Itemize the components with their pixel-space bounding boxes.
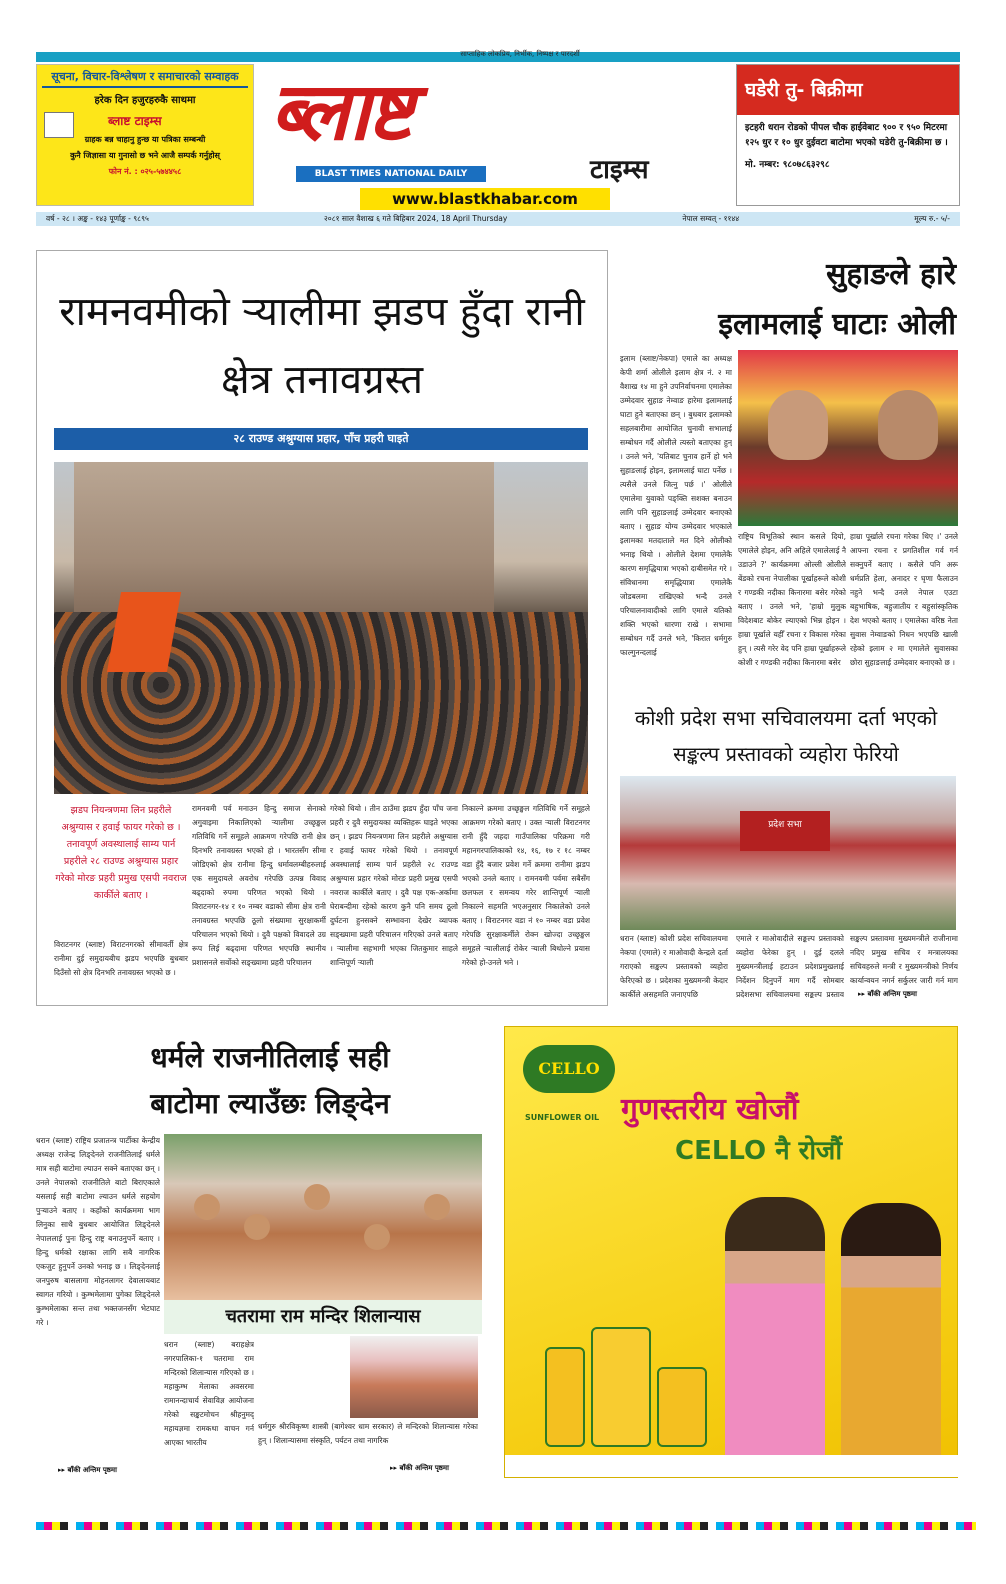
ram-mandir-photo bbox=[164, 1134, 482, 1300]
issue-date: २०८१ साल वैशाख ६ गते बिहिबार 2024, 18 April Thursday bbox=[323, 214, 508, 223]
assembly-sign: प्रदेश सभा bbox=[740, 811, 830, 851]
oli-headline-1[interactable]: सुहाङले हारे bbox=[826, 257, 956, 292]
lingden-headline-2[interactable]: बाटोमा ल्याउँछः लिङ्देन bbox=[150, 1087, 390, 1120]
masthead-logo-times: टाइम्स bbox=[590, 155, 649, 185]
masthead-url[interactable]: www.blastkhabar.com bbox=[360, 188, 610, 210]
lead-col-3: गरेको थियो । तीन ठाउँमा झडप हुँदा पाँच जना प्रहरी र दुवै समुदायका व्यक्तिहरू घाइते भएका छन् । झडप नियन्त्रणमा लिन प्रहरीले अश्रुग्यास र हवाई फायर गरेको थियो । तनावपूर्ण अवस्थालाई साम्य पार्न प्रहरीले २८ राउण्ड अश्रुग्यास प्रहार गरेको मोरङ प्रहरी प्रमुख एसपी नवराज कार्कीले बताए । दुवै पक्ष एक-अर्कामा घेराबन्दीमा रहेको कारण कुनै पनि समय ठूलो दुर्घटना हुनसक्ने सम्भावना देखेर व्यापक सङ्ख्यामा प्रहरी परिचालन गरिएको उनले बताए । र्‍यालीमा सहभागी भएका जितकुमार साहले शान्तिपूर्ण र्‍याली bbox=[330, 804, 458, 967]
mandir-more-link[interactable]: ▸▸ बाँकी अन्तिम पृष्ठमा bbox=[390, 1464, 449, 1472]
volume-info: वर्ष - २८ । अङ्क - १४३ पूर्णाङ्क - ९८९५ bbox=[46, 214, 149, 223]
oli-col-3: हाम्रा पूर्खाले रचना गरेका थिए ।' उनले आफ्ना रचना र प्रगतिशील गर्व गर्न सक्नुपर्ने बताए । कसैले पनि अरू धर्मप्रति हेला, अनादर र घृणा फैलाउन नहुने भन्दै उनले नेपाल एउटा बहुभाषिक, बहुजातीय र बहुसांस्कृतिक देश भएको बताए । एमालेका वरिष्ठ नेता सुवास नेम्वाङको निधन भएपछि खाली रहेको इलाम २ मा एमालेले सुवासका छोरा सुहाङलाई उम्मेदवार बनाएको छ । bbox=[850, 532, 958, 667]
land-ad-body: इटहरी धरान रोडको पीपल चौक हाईवेबाट ९०० र ९५० मिटरमा १२५ धुर र १० धुर दुईवटा बाटोमा भएको घडेरी तु-बिक्रीमा छ । bbox=[745, 123, 948, 148]
oli-col-2: राष्ट्रिय विभूतिको स्थान कसले दियो, एमालेले होइन, अनि अहिले एमालेलाई नै उडाउने ?' कार्यक्रममा ओल्ली ओलीले बेंडको रचना नेपालीका पूर्खाहरूले कोशी र गण्डकी नदीका किनारमा बसेर गरेको बताए । उनले भने, 'हाम्रो मुलुक विदेशबाट बोकेर ल्याएको भिन्न होइन । हाम्रा पूर्खाले यहीँ रचना र विकास गरेका हुन् । त्यसै गरेर वेद पनि हाम्रा पूर्खाहरूले कोशी र गण्डकी नदीका किनारमा बसेर bbox=[738, 532, 846, 667]
assembly-photo bbox=[620, 776, 956, 930]
sub-ad-line2: हरेक दिन हजुरहरुकै साथमा bbox=[94, 95, 196, 106]
lingden-col-1: धरान (ब्लाष्ट) राष्ट्रिय प्रजातन्त्र पार्टीका केन्द्रीय अध्यक्ष राजेन्द्र लिङ्देनले राजनीतिलाई धर्मले मात्र सही बाटोमा ल्याउन सक्ने बताएका छन् । उनले नेपालको राजनीतिले बाटो बिराएकाले यसलाई सही बाटोमा ल्याउन धर्मले सहयोग पुर्‍याउने बताए । कहाँको कार्यक्रममा भाग लिनुका साथै बुधबार आयोजित लिङ्देनले नेपाललाई पुनः हिन्दु राष्ट्र बनाउनुपर्ने बताए । हिन्दु धर्मको रक्षाका लागि सबै नागरिक एकजुट हुनुपर्ने उनको भनाइ छ । लिङ्देनलाई जनपुरुष बासलागा मोहनलागर देवालायबाट स्वागत गरियो । कुम्भमेलामा पुगेका लिङ्देनले कुम्भमेलाका सन्त तथा भक्तजनसँग भेटघाट गरे । bbox=[36, 1136, 160, 1327]
oil-jar bbox=[591, 1327, 651, 1447]
cello-ad[interactable] bbox=[504, 1026, 958, 1478]
koshi-col-2: एमाले र माओवादीले सङ्कल्प प्रस्तावको व्यहोरा फेरेका हुन् । दुई दलले मुख्यमन्त्रीलाई हटाउन प्रदेशप्रमुखलाई निर्देशन दिनुपर्ने माग गर्दै सोमबार प्रदेशसभा सचिवालयमा सङ्कल्प प्रस्ताव bbox=[736, 934, 844, 998]
newspaper-icon bbox=[44, 112, 74, 138]
land-ad-heading: घडेरी तु- बिक्रीमा bbox=[737, 65, 959, 115]
lead-col-2: रामनवमी पर्व मनाउन हिन्दु समाज सेनाको अगुवाइमा निकालिएको र्‍यालीमा उच्छृङ्खल गतिविधि गर्ने समूहले आक्रमण गरेपछि रानी क्षेत्र दिनभरि तनावग्रस्त भएको हो । भारतसँग सीमा जोडिएको क्षेत्र रानीमा हिन्दु धर्मावलम्बीहरुलाई एक समुदायले अवरोध गरेपछि उत्पन्न विवाद बढ्दाको रुपमा परिणत भएको थियो । विराटनगर-१४ र १० नम्बर वडाको सीमा क्षेत्र रानी तनावग्रस्त भएपछि ठूलो संख्यामा सुरक्षाकर्मी परिचालन भएको थियो । दुवै पक्षको विवादले उग्र रूप लिई बढ्दामा परिणत भएपछि स्थानीय प्रशासनले सर्वोको सङ्ख्यामा प्रहरी परिचालन bbox=[192, 804, 326, 967]
oil-bottle-2 bbox=[657, 1367, 707, 1447]
clash-photo bbox=[54, 462, 588, 794]
koshi-more-link[interactable]: ▸▸ बाँकी अन्तिम पृष्ठमा bbox=[858, 990, 917, 998]
sub-ad-line3: ग्राहक बन्न चाहानु हुन्छ या पत्रिका सम्बन्धी bbox=[84, 135, 206, 144]
oli-headline-2[interactable]: इलामलाई घाटाः ओली bbox=[718, 307, 956, 342]
cello-tagline-2: CELLO नै रोजौं bbox=[675, 1136, 843, 1166]
lead-col-1: विराटनगर (ब्लाष्ट) विराटनगरको सीमावर्ती क्षेत्र रानीमा दुई समुदायबीच झडप भएपछि बुधबार दिउँसो सो क्षेत्र दिनभरि तनावग्रस्त भएको छ । bbox=[54, 940, 188, 977]
lead-col-4: निकाल्ने क्रममा उच्छृङ्खल गतिविधि गर्ने समूहले आक्रमण गरेको बताए । उक्त र्‍याली विराटनगर रानी हुँदै जहदा गाउँपालिका परिक्रमा गरी महानगरपालिकाको १४, १६, १७ र १८ नम्बर वडा हुँदै बजार प्रवेश गर्ने क्रममा रानीमा झडप भएको उनले बताए । रामनवमी पर्वमा सबैसँग छलफल र समन्वय गरेर शान्तिपूर्ण र्‍याली निकाल्ने सहमति भएअनुसार निकालेको उनले बताए । विराटनगर वडा नं १० नम्बर वडा प्रवेश गरेपछि सुरक्षाकर्मीले रोक्न खोज्दा उच्छृङ्खल समूहले र्‍यालीलाई रोकेर र्‍याली बिथोल्ने प्रयास गरेको हो-उनले भने । bbox=[462, 804, 590, 967]
ram-mandir-headline[interactable]: चतरामा राम मन्दिर शिलान्यास bbox=[164, 1300, 482, 1334]
nepal-era: नेपाल सम्वत् - ११४४ bbox=[682, 214, 740, 223]
dateline-bar bbox=[36, 212, 960, 226]
oli-photo bbox=[738, 350, 958, 526]
mandir-col-1: धरान (ब्लाष्ट) बराहक्षेत्र नगरपालिका-१ चतरामा राम मन्दिरको शिलान्यास गरिएको छ । महाकुम्भ मेलाका अवसरमा रामानन्दाचार्य सेवाविज्ञ आयोजना गरेको सङ्कटमोचन श्रीहनुमद् महायज्ञमा रामकथा वाचन गर्न आएका भारतीय bbox=[164, 1340, 254, 1447]
lingden-headline-1[interactable]: धर्मले राजनीतिलाई सही bbox=[150, 1041, 390, 1074]
lead-headline[interactable]: रामनवमीको र्‍यालीमा झडप हुँदा रानी क्षेत्र तनावग्रस्त bbox=[59, 289, 585, 403]
model-figure-1 bbox=[725, 1197, 825, 1467]
oil-bottle-1 bbox=[545, 1347, 585, 1447]
print-color-bar bbox=[36, 1522, 976, 1530]
lead-subheadline: २८ राउण्ड अश्रुग्यास प्रहार, पाँच प्रहरी घाइते bbox=[54, 428, 588, 450]
cello-logo: CELLO bbox=[523, 1045, 615, 1093]
price: मूल्य रु.- ५/- bbox=[914, 214, 950, 223]
lingden-more-link[interactable]: ▸▸ बाँकी अन्तिम पृष्ठमा bbox=[58, 1466, 117, 1474]
land-sale-ad bbox=[736, 64, 960, 206]
cello-tagline-1: गुणस्तरीय खोजौं bbox=[621, 1092, 799, 1127]
lead-lede: झडप नियन्त्रणमा लिन प्रहरीले अश्रुग्यास र हवाई फायर गरेको छ । तनावपूर्ण अवस्थालाई साम्य पार्न प्रहरीले २८ राउण्ड अश्रुग्यास प्रहार गरेको मोरङ प्रहरी प्रमुख एसपी नवराज कार्कीले बताए । bbox=[55, 805, 187, 901]
cello-subtitle: SUNFLOWER OIL bbox=[525, 1113, 600, 1122]
shastri-photo bbox=[350, 1336, 478, 1418]
koshi-col-1: धरान (ब्लाष्ट) कोशी प्रदेश सचिवालयमा नेकपा (एमाले) र माओवादी केन्द्रले दर्ता गराएको सङ्कल्प प्रस्तावको व्यहोरा फेरिएको छ । प्रदेशका मुख्यमन्त्री केदार कार्कीले असहमति जनाएपछि bbox=[620, 934, 728, 998]
koshi-col-3: सङ्कल्प प्रस्तावमा मुख्यमन्त्रीले राजीनामा नदिए प्रमुख सचिव र मन्त्रालयका सचिवहरुले मन्त्री र मुख्यमन्त्रीको निर्णय कार्यान्वयन नगर्न सर्कुलर जारी गर्न माग bbox=[850, 934, 958, 985]
sub-ad-phone: फोन नं. : ०२५-५७४४५८ bbox=[108, 167, 182, 176]
masthead-tagline: साप्ताहिक लोकप्रिय, निर्भीक, निष्पक्ष र पारदर्शी bbox=[460, 50, 580, 58]
sub-ad-heading: सूचना, विचार-विश्लेषण र समाचारको सम्वाहक bbox=[42, 69, 248, 88]
model-figure-2 bbox=[841, 1203, 941, 1467]
ad-footer-strip bbox=[505, 1455, 959, 1477]
sub-ad-line4: कुनै जिज्ञासा या गुनासो छ भने आजै सम्पर्क गर्नुहोस् bbox=[70, 151, 220, 160]
land-ad-mobile: मो. नम्बर: ९८०७८६३२९८ bbox=[745, 160, 830, 170]
oli-col-1: इलाम (ब्लाष्ट/नेकपा) एमाले का अध्यक्ष केपी शर्मा ओलीले इलाम क्षेत्र नं. २ मा वैशाख १४ मा हुने उपनिर्वाचनमा एमालेका उम्मेदवार सुहाङ नेम्वाङ हारेमा इलामलाई घाटा हुने बताएका छन् । बुधबार इलामको सहलबारीमा आयोजित चुनावी सभालाई सम्बोधन गर्दै ओलीले त्यस्तो बताएका हुन् । उनले भने, 'यतिबाट चुनाव हार्ने हो भने सुहाङलाई होइन, इलामलाई घाटा पर्नेछ । त्यसैले उनले जित्नु पर्छ ।' ओलीले एमालेमा युवाको पङ्क्ति सशक्त बनाउन लागि पनि सुहाङलाई उम्मेदवार बनाएको बताए । सुहाङ योग्य उम्मेदवार भएकाले इलामका मतदाताले मत दिने ओलीको भनाइ थियो । ओलीले देशमा एमालेकै कारण समृद्धियात्रा भएको दाबीसमेत गरे । संविधानमा समृद्धियात्रा एमालेकै जोडबलमा राखिएको भन्दै उनले परिचालनावादीको लागि एमाले यतिको शक्ति भएको धारणा राखे । सभामा सम्बोधन गर्दै उनले भने, 'किरात धर्मगुरु फाल्गुनन्दलाई bbox=[620, 354, 732, 657]
masthead-english-name: BLAST TIMES NATIONAL DAILY bbox=[296, 166, 486, 182]
sub-ad-brand: ब्लाष्ट टाइम्स bbox=[108, 114, 162, 128]
mandir-col-2: धर्मगुरु श्रीरविकृष्ण शास्त्री (बागेश्वर धाम सरकार) ले मन्दिरको शिलान्यास गरेका हुन् । शिलान्यासमा संस्कृति, पर्यटन तथा नागरिक bbox=[258, 1422, 478, 1445]
koshi-headline[interactable]: कोशी प्रदेश सभा सचिवालयमा दर्ता भएको सङ्कल्प प्रस्तावको व्यहोरा फेरियो bbox=[634, 706, 938, 766]
masthead-logo: ब्लाष्ट bbox=[270, 64, 411, 158]
